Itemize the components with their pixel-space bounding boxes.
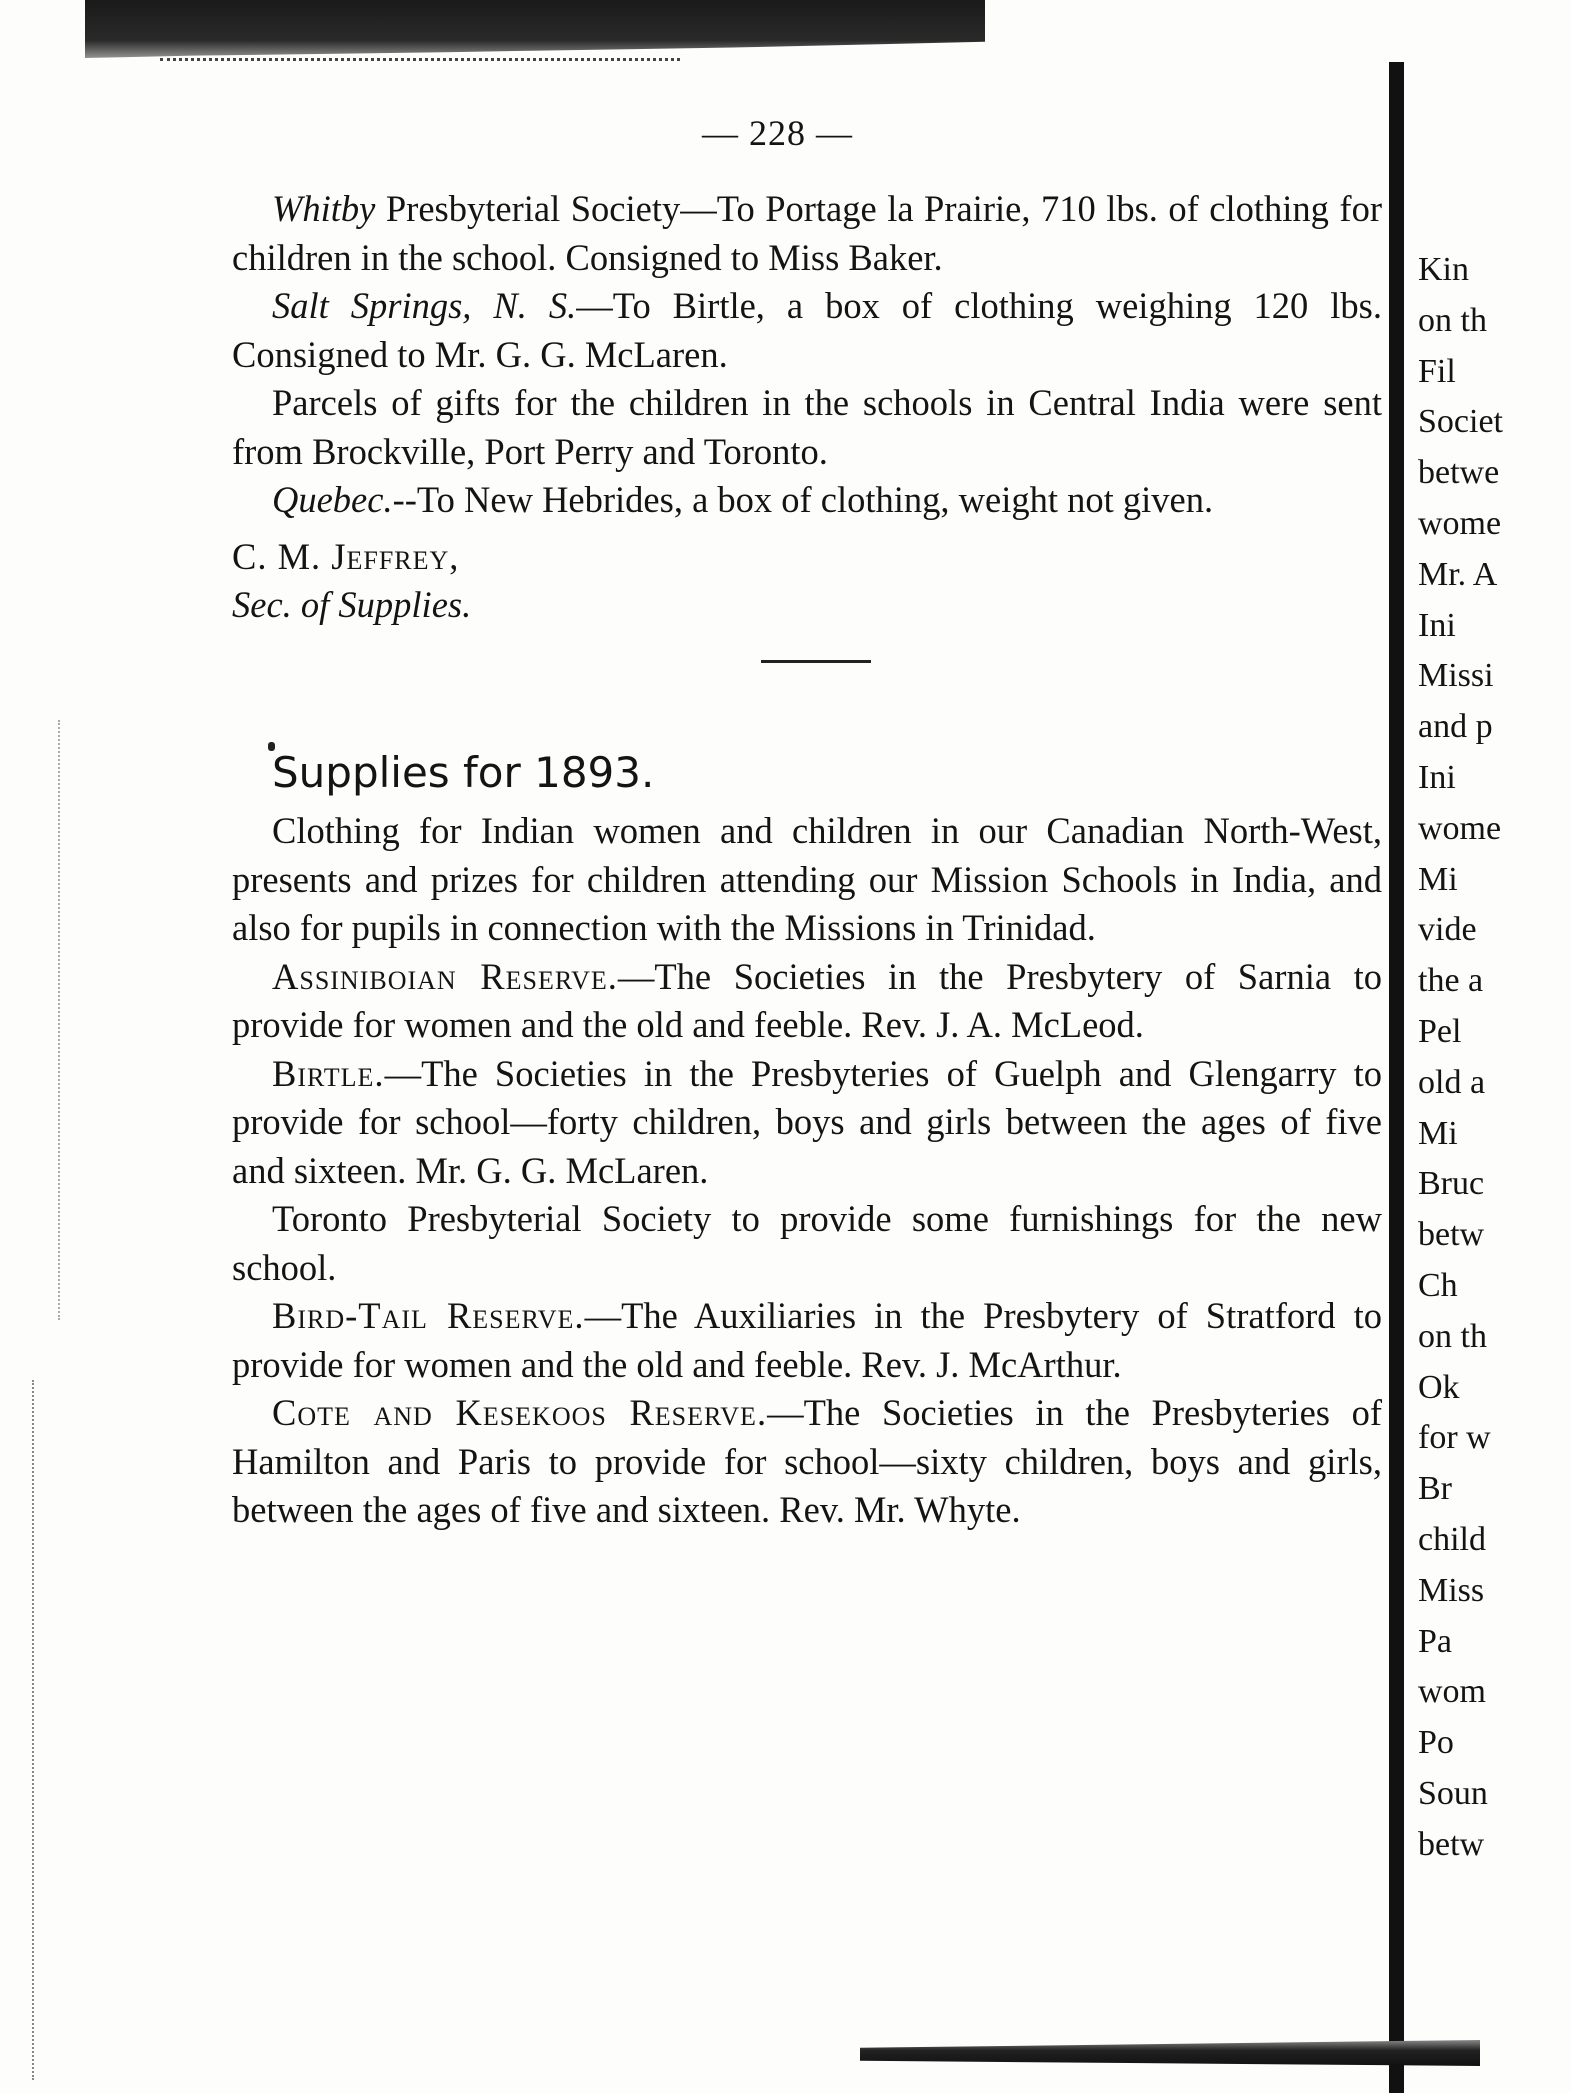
place-name: Salt Springs, N. S. bbox=[272, 285, 577, 326]
facing-page-line: wome bbox=[1418, 504, 1502, 542]
facing-page-line: Br bbox=[1418, 1470, 1452, 1508]
signature-title: Sec. of Supplies. bbox=[232, 584, 472, 625]
entry-toronto bbox=[232, 1195, 1382, 1292]
entry-text: —The Societies in the Presbyteries of Hamilton and Paris to provide for school—sixty children, boys and girls, between the ages of five and sixteen. Rev. Mr. Whyte. bbox=[232, 1392, 1383, 1530]
entry-text: —The Societies in the Presbyteries of Guelph and Glengarry to provide for school—forty children, boys and girls between the ages of five and sixteen. Mr. G. G. McLaren. bbox=[232, 1052, 1382, 1191]
scan-top-edge bbox=[85, 0, 985, 58]
book-gutter-shadow bbox=[1389, 62, 1404, 2093]
paragraph-text: Parcels of gifts for the children in the schools in Central India were sent from Brockville, Port Perry and Toronto. bbox=[232, 382, 1382, 472]
entry-assiniboian bbox=[232, 953, 1382, 1050]
facing-page-line: Societ bbox=[1418, 403, 1503, 441]
facing-page-line: on th bbox=[1418, 1317, 1487, 1355]
facing-page-line: Po bbox=[1418, 1724, 1454, 1762]
entry-heading: Cote and Kesekoos Reserve. bbox=[272, 1392, 768, 1433]
facing-page-line: vide bbox=[1418, 911, 1477, 949]
facing-page-line: Fil bbox=[1418, 352, 1456, 390]
scan-bottom-edge bbox=[860, 2040, 1480, 2066]
facing-page-line: betw bbox=[1418, 1216, 1485, 1254]
facing-page-line: for w bbox=[1418, 1419, 1491, 1457]
facing-page-line: Ok bbox=[1418, 1368, 1460, 1406]
paragraph-intro: Clothing for Indian women and children in our Canadian North-West, presents and prizes for children attending our Mission Schools in India, and also for pupils in connection with the Missions in Trinidad. bbox=[232, 810, 1382, 948]
facing-page-line: Miss bbox=[1418, 1571, 1485, 1609]
scan-left-edge-marks bbox=[32, 1380, 54, 2080]
facing-page-line: Kin bbox=[1418, 251, 1469, 288]
place-name: Whitby bbox=[272, 188, 376, 229]
facing-page-line: betwe bbox=[1418, 454, 1500, 492]
signature-name: C. M. Jeffrey, bbox=[232, 535, 460, 577]
facing-page-line: Missi bbox=[1418, 657, 1494, 695]
facing-page-line: Ini bbox=[1418, 606, 1456, 644]
facing-page-line: child bbox=[1418, 1520, 1486, 1558]
paragraph-text: Presbyterial Society—To Portage la Prairie, 710 lbs. of clothing for children in the school. Consigned to Miss Baker. bbox=[232, 188, 1382, 278]
facing-page-line: betw bbox=[1418, 1825, 1485, 1863]
section-title: Supplies for 1893. bbox=[272, 747, 655, 797]
paragraph-text: —To Birtle, a box of clothing weighing 120 lbs. Consigned to Mr. G. G. McLaren. bbox=[232, 285, 1382, 375]
place-name: Quebec. bbox=[272, 479, 393, 520]
paragraph-whitby bbox=[232, 185, 1382, 282]
entry-text: —The Societies in the Presbytery of Sarnia to provide for women and the old and feeble. Rev. J. A. McLeod. bbox=[232, 955, 1382, 1045]
facing-page-line: and p bbox=[1418, 708, 1493, 746]
paragraph-parcels bbox=[232, 379, 1382, 476]
page-body bbox=[232, 185, 1382, 1535]
facing-page-line: wom bbox=[1418, 1673, 1486, 1711]
entry-heading: Bird-Tail Reserve. bbox=[272, 1295, 585, 1336]
scan-left-edge-marks-2 bbox=[58, 720, 70, 1320]
facing-page-line: old a bbox=[1418, 1063, 1486, 1101]
facing-page-line: Mr. A bbox=[1418, 555, 1498, 593]
facing-page-line: Pel bbox=[1418, 1012, 1462, 1050]
entry-birtle bbox=[232, 1050, 1382, 1196]
facing-page-line: wome bbox=[1418, 809, 1502, 847]
facing-page-line: Pa bbox=[1418, 1622, 1452, 1660]
paragraph-text: --To New Hebrides, a box of clothing, weight not given. bbox=[392, 479, 1214, 520]
entry-cote-kesekoos bbox=[232, 1389, 1382, 1535]
page-number: — 228 — bbox=[702, 113, 853, 153]
entry-heading: Assiniboian Reserve. bbox=[272, 955, 618, 997]
facing-page-fragments bbox=[1418, 245, 1571, 1871]
facing-page-line: the a bbox=[1418, 962, 1484, 1000]
facing-page-line: Soun bbox=[1418, 1774, 1488, 1812]
facing-page-line: Mi bbox=[1418, 860, 1458, 898]
entry-bird-tail bbox=[232, 1292, 1382, 1389]
facing-page-line: Ch bbox=[1418, 1266, 1458, 1304]
entry-text: —The Auxiliaries in the Presbytery of Stratford to provide for women and the old and feeble. Rev. J. McArthur. bbox=[232, 1295, 1382, 1385]
facing-page-line: Bruc bbox=[1418, 1165, 1485, 1203]
entry-heading: Birtle. bbox=[272, 1052, 385, 1094]
section-divider bbox=[761, 660, 871, 663]
facing-page-line: Mi bbox=[1418, 1114, 1458, 1152]
entry-text: Toronto Presbyterial Society to provide some furnishings for the new school. bbox=[232, 1198, 1382, 1288]
facing-page-line: Ini bbox=[1418, 758, 1456, 796]
facing-page-line: on th bbox=[1418, 301, 1487, 339]
paragraph-salt-springs bbox=[232, 282, 1382, 379]
paragraph-quebec bbox=[232, 476, 1382, 525]
scan-top-speckle bbox=[160, 58, 680, 67]
